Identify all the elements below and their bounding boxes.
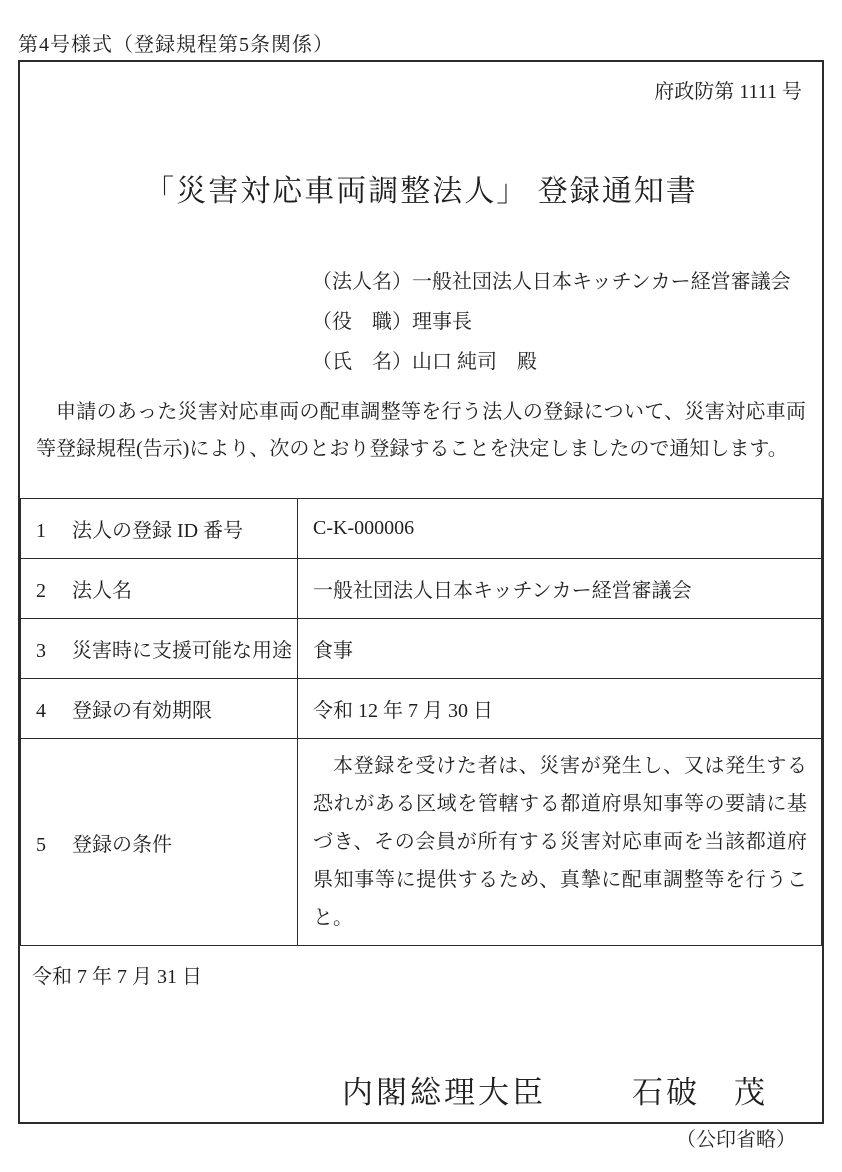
row-label: 登録の条件 (72, 833, 172, 856)
row-label-cell (21, 499, 298, 559)
minister-title: 内閣総理大臣 (342, 1075, 546, 1110)
row-number: 3 (36, 640, 46, 662)
row-value-cell: 一般社団法人日本キッチンカー経営審議会 (298, 559, 822, 619)
issue-date: 令和 7 年 7 月 31 日 (32, 966, 202, 988)
table-row (21, 619, 822, 679)
document-frame (18, 60, 824, 1151)
table-row (21, 679, 822, 739)
document-title: 「災害対応車両調整法人」 登録通知書 (144, 175, 698, 208)
row-label: 登録の有効期限 (72, 700, 212, 722)
form-style-label: 第4号様式（登録規程第5条関係） (18, 34, 334, 56)
row-label-cell (21, 619, 298, 679)
addressee-corporation-line: （法人名）一般社団法人日本キッチンカー経営審議会 (312, 271, 791, 293)
row-number: 5 (36, 833, 46, 856)
row-value-cell (298, 739, 822, 946)
row-value-cell: C-K-000006 (298, 499, 822, 559)
row-label-cell (21, 679, 298, 739)
table-row (21, 739, 822, 946)
table-row (21, 559, 822, 619)
table-row (21, 499, 822, 559)
minister-name: 石破 茂 (632, 1075, 768, 1110)
row-number: 2 (36, 580, 46, 602)
addressee-name-line: （氏 名）山口 純司 殿 (312, 351, 537, 373)
row-number: 1 (36, 520, 46, 542)
row-label: 法人の登録 ID 番号 (72, 520, 244, 542)
signature-line (20, 1071, 822, 1115)
row-value-cell: 食事 (298, 619, 822, 679)
registration-table (20, 498, 822, 946)
row-number: 4 (36, 700, 46, 722)
registration-conditions-text: 本登録を受けた者は、災害が発生し、又は発生する恐れがある区域を管轄する都道府県知事等の要請に基づき、その会員が所有する災害対応車両を当該都道府県知事等に提供するため、真摯に配車調整等を行うこと。 (313, 755, 807, 929)
addressee-block (312, 262, 822, 382)
notification-body-paragraph: 申請のあった災害対応車両の配車調整等を行う法人の登録について、災害対応車両等登録規程(告示)により、次のとおり登録することを決定しましたので通知します。 (36, 401, 806, 460)
row-label-cell (21, 559, 298, 619)
row-label: 災害時に支援可能な用途 (72, 640, 292, 662)
seal-omitted-note: （公印省略） (676, 1129, 796, 1151)
addressee-role-line: （役 職）理事長 (312, 311, 472, 333)
row-label-cell (21, 739, 298, 946)
row-value-cell: 令和 12 年 7 月 30 日 (298, 679, 822, 739)
row-label: 法人名 (72, 580, 132, 602)
document-number: 府政防第 1111 号 (654, 81, 802, 103)
